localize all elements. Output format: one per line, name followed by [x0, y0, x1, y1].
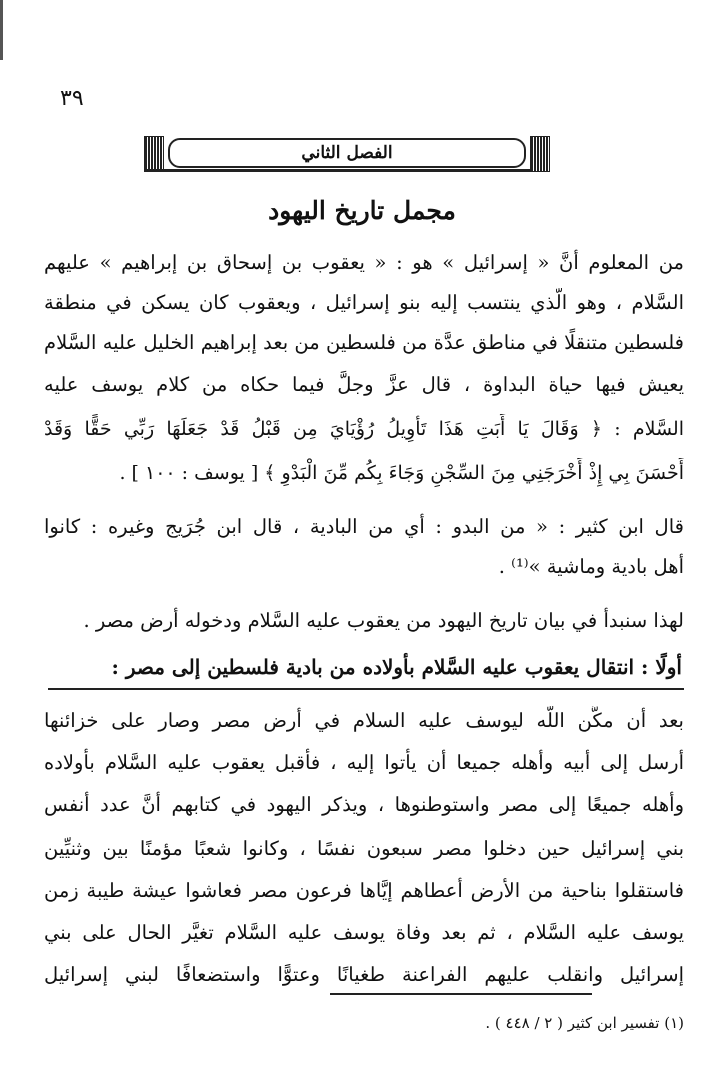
paragraph2-line: أهل بادية وماشية »⁽¹⁾ . [498, 555, 684, 578]
paragraph1-line: من المعلوم أنَّ « إسرائيل » هو : « يعقوب بن إسحاق بن إبراهيم » عليهم [44, 251, 684, 274]
paragraph4-line: يوسف عليه السَّلام ، ثم بعد وفاة يوسف عليه السَّلام تغيَّر الحال على بني [44, 921, 684, 944]
quran-verse-line: أَحْسَنَ بِي إِذْ أَخْرَجَنِي مِنَ السِّجْنِ وَجَاءَ بِكُم مِّنَ الْبَدْوِ ﴾ [ يوسف : ١٠٠ ] . [119, 462, 684, 484]
chapter-banner [144, 136, 550, 172]
heading-underline [48, 688, 684, 690]
paragraph1-line: يعيش فيها حياة البداوة ، قال عزَّ وجلَّ فيما حكاه من كلام يوسف عليه [44, 373, 684, 396]
paragraph1-line: السَّلام ، وهو الَّذي ينتسب إليه بنو إسرائيل ، ويعقوب كان يسكن في منطقة [44, 291, 684, 314]
paragraph2-line: قال ابن كثير : « من البدو : أي من البادية ، قال ابن جُرَيج وغيره : كانوا [44, 515, 684, 538]
paragraph1-line: فلسطين متنقلًا في مناطق عدَّة من فلسطين من بعد إبراهيم الخليل عليه السَّلام [44, 331, 684, 354]
paragraph4-line: أرسل إلى أبيه وأهله جميعا أن يأتوا إليه ، فأقبل يعقوب عليه السَّلام بأولاده [44, 751, 684, 774]
paragraph4-line: بني إسرائيل حين دخلوا مصر سبعون نفسًا ، وكانوا شعبًا مؤمنًا بين وثنيِّين [44, 837, 684, 860]
banner-frame [168, 138, 526, 168]
footnote: (١) تفسير ابن كثير ( ٢ / ٤٤٨ ) . [485, 1014, 684, 1032]
page-edge-line [0, 0, 3, 60]
paragraph4-line: بعد أن مكَّن اللَّه ليوسف عليه السلام في أرض مصر وصار على خزائنها [44, 709, 684, 732]
page-number: ٣٩ [60, 86, 84, 111]
page-title: مجمل تاريخ اليهود [268, 196, 456, 225]
banner-ornament-right [530, 136, 550, 172]
section-heading: أولًا : انتقال يعقوب عليه السَّلام بأولاده من بادية فلسطين إلى مصر : [111, 655, 682, 679]
quran-verse-line: السَّلام : ﴿ وَقَالَ يَا أَبَتِ هَذَا تَأْوِيلُ رُؤْيَايَ مِن قَبْلُ قَدْ جَعَلَهَا رَبِّي حَقًّا وَقَدْ [44, 418, 684, 440]
paragraph4-line: فاستقلوا بناحية من الأرض أعطاهم إيَّاها فرعون مصر فعاشوا عيشة طيبة زمن [44, 879, 684, 902]
banner-ornament-left [144, 136, 164, 172]
text-underline [330, 993, 592, 995]
chapter-label: الفصل الثاني [301, 143, 393, 163]
paragraph3-line: لهذا سنبدأ في بيان تاريخ اليهود من يعقوب عليه السَّلام ودخوله أرض مصر . [83, 609, 684, 632]
paragraph4-line: وأهله جميعًا إلى مصر واستوطنوها ، ويذكر اليهود في كتابهم أنَّ عدد أنفس [44, 793, 684, 816]
paragraph4-line: إسرائيل وانقلب عليهم الفراعنة طغيانًا وعتوًّا واستضعافًا لبني إسرائيل [44, 963, 684, 986]
